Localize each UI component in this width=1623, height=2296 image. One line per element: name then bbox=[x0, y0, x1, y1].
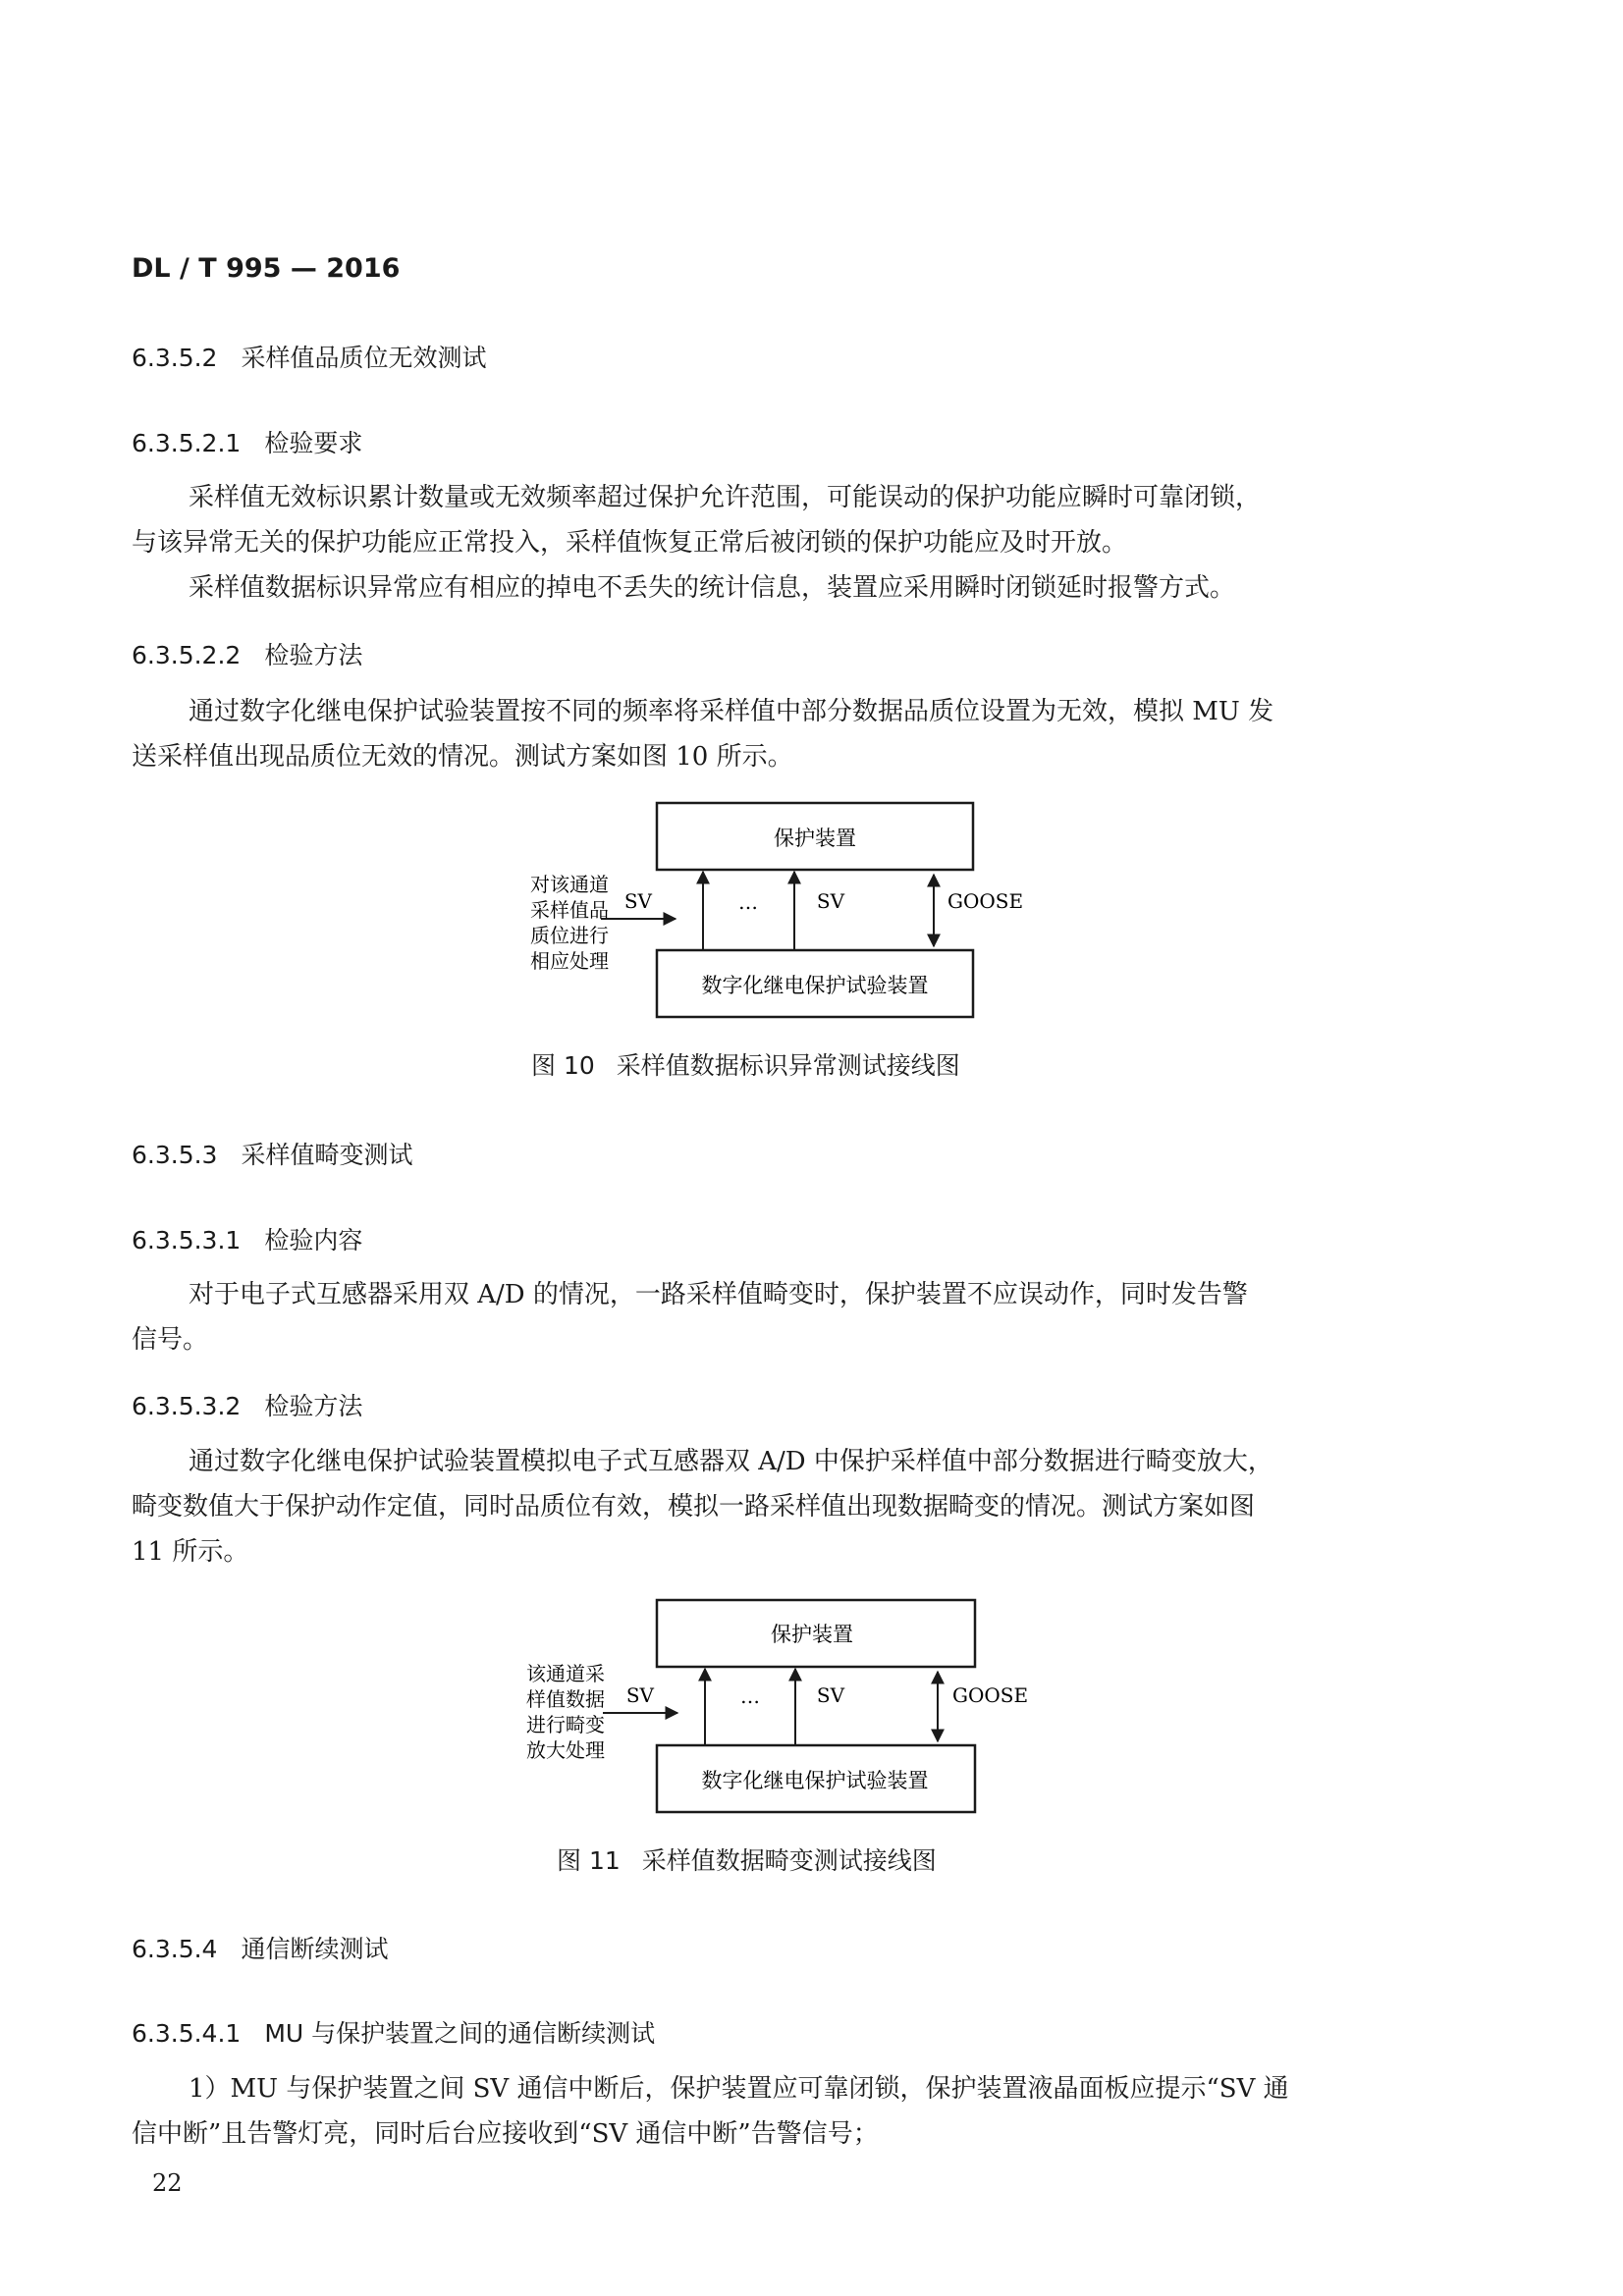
text-line: 信号。 bbox=[132, 1325, 209, 1355]
text-line: 对于电子式互感器采用双 A/D 的情况，一路采样值畸变时，保护装置不应误动作，同时发告警 bbox=[189, 1280, 1248, 1309]
text-line: 信中断”且告警灯亮，同时后台应接收到“SV 通信中断”告警信号； bbox=[132, 2119, 879, 2149]
top-box-label: 保护装置 bbox=[771, 1623, 853, 1646]
side-note-line: 样值数据 bbox=[526, 1687, 605, 1711]
sv-label-1: SV bbox=[625, 1683, 654, 1707]
caption-number: 图 10 bbox=[531, 1051, 595, 1080]
side-note-line: 进行畸变 bbox=[526, 1713, 605, 1736]
sv-label-1: SV bbox=[623, 889, 652, 913]
caption-text: 采样值数据畸变测试接线图 bbox=[641, 1846, 937, 1875]
sv-label-2: SV bbox=[816, 889, 845, 913]
text-line: 通过数字化继电保护试验装置模拟电子式互感器双 A/D 中保护采样值中部分数据进行畸变放大， bbox=[189, 1447, 1273, 1476]
section-title: 检验方法 bbox=[264, 1392, 363, 1420]
section-heading-6-3-5-4 bbox=[132, 1930, 388, 1965]
section-title: 采样值畸变测试 bbox=[241, 1141, 413, 1169]
section-heading-6-3-5-4-1 bbox=[132, 2014, 655, 2050]
section-title: 通信断续测试 bbox=[241, 1935, 389, 1963]
figure-11-caption bbox=[557, 1842, 937, 1877]
section-number: 6.3.5.3.2 bbox=[132, 1392, 242, 1420]
section-heading-6-3-5-3 bbox=[132, 1136, 412, 1171]
text-line: 采样值无效标识累计数量或无效频率超过保护允许范围，可能误动的保护功能应瞬时可靠闭锁， bbox=[189, 483, 1262, 512]
side-note-line: 该通道采 bbox=[526, 1662, 605, 1685]
caption-number: 图 11 bbox=[557, 1846, 621, 1875]
side-note-line: 质位进行 bbox=[530, 924, 609, 947]
bottom-box-label: 数字化继电保护试验装置 bbox=[701, 1769, 929, 1792]
bottom-box-label: 数字化继电保护试验装置 bbox=[701, 974, 929, 997]
section-number: 6.3.5.3 bbox=[132, 1141, 218, 1169]
text-line: 与该异常无关的保护功能应正常投入，采样值恢复正常后被闭锁的保护功能应及时开放。 bbox=[132, 528, 1128, 558]
side-note-line: 采样值品 bbox=[530, 898, 609, 922]
section-title: 检验要求 bbox=[264, 429, 363, 457]
goose-label: GOOSE bbox=[947, 889, 1024, 913]
section-number: 6.3.5.2 bbox=[132, 344, 218, 372]
section-number: 6.3.5.4.1 bbox=[132, 2019, 242, 2048]
text-line: 采样值数据标识异常应有相应的掉电不丢失的统计信息，装置应采用瞬时闭锁延时报警方式。 bbox=[189, 573, 1236, 603]
paragraph-6-3-5-3-2-p1 bbox=[132, 1439, 1418, 1575]
side-note-line: 相应处理 bbox=[530, 949, 609, 973]
section-title: 检验内容 bbox=[264, 1226, 363, 1255]
section-number: 6.3.5.4 bbox=[132, 1935, 218, 1963]
paragraph-6-3-5-3-1-p1 bbox=[132, 1272, 1418, 1362]
text-line: 通过数字化继电保护试验装置按不同的频率将采样值中部分数据品质位设置为无效，模拟 MU 发 bbox=[189, 697, 1274, 726]
side-note-line: 放大处理 bbox=[526, 1738, 605, 1762]
section-title: 检验方法 bbox=[264, 641, 363, 669]
section-number: 6.3.5.2.2 bbox=[132, 641, 242, 669]
goose-label: GOOSE bbox=[952, 1683, 1029, 1707]
ellipsis-label: … bbox=[738, 890, 758, 914]
section-heading-6-3-5-3-1 bbox=[132, 1221, 362, 1256]
text-line: 1）MU 与保护装置之间 SV 通信中断后，保护装置应可靠闭锁，保护装置液晶面板应提示“SV 通 bbox=[189, 2074, 1289, 2104]
text-line: 送采样值出现品质位无效的情况。测试方案如图 10 所示。 bbox=[132, 742, 793, 772]
section-number: 6.3.5.2.1 bbox=[132, 429, 242, 457]
ellipsis-label: … bbox=[740, 1684, 760, 1708]
section-number: 6.3.5.3.1 bbox=[132, 1226, 242, 1255]
section-title: 采样值品质位无效测试 bbox=[241, 344, 487, 372]
text-line: 11 所示。 bbox=[132, 1537, 249, 1567]
document-id: DL / T 995 — 2016 bbox=[132, 253, 401, 284]
caption-text: 采样值数据标识异常测试接线图 bbox=[616, 1051, 960, 1080]
figure-10-caption bbox=[531, 1046, 960, 1082]
text-line: 畸变数值大于保护动作定值，同时品质位有效，模拟一路采样值出现数据畸变的情况。测试方案如图 bbox=[132, 1492, 1256, 1522]
sv-label-2: SV bbox=[816, 1683, 845, 1707]
page-number: 22 bbox=[152, 2169, 183, 2197]
side-note-line: 对该通道 bbox=[530, 873, 609, 896]
paragraph-6-3-5-4-1-p1 bbox=[132, 2066, 1418, 2157]
top-box-label: 保护装置 bbox=[774, 827, 856, 850]
section-title: MU 与保护装置之间的通信断续测试 bbox=[264, 2019, 656, 2048]
section-heading-6-3-5-3-2 bbox=[132, 1387, 362, 1422]
